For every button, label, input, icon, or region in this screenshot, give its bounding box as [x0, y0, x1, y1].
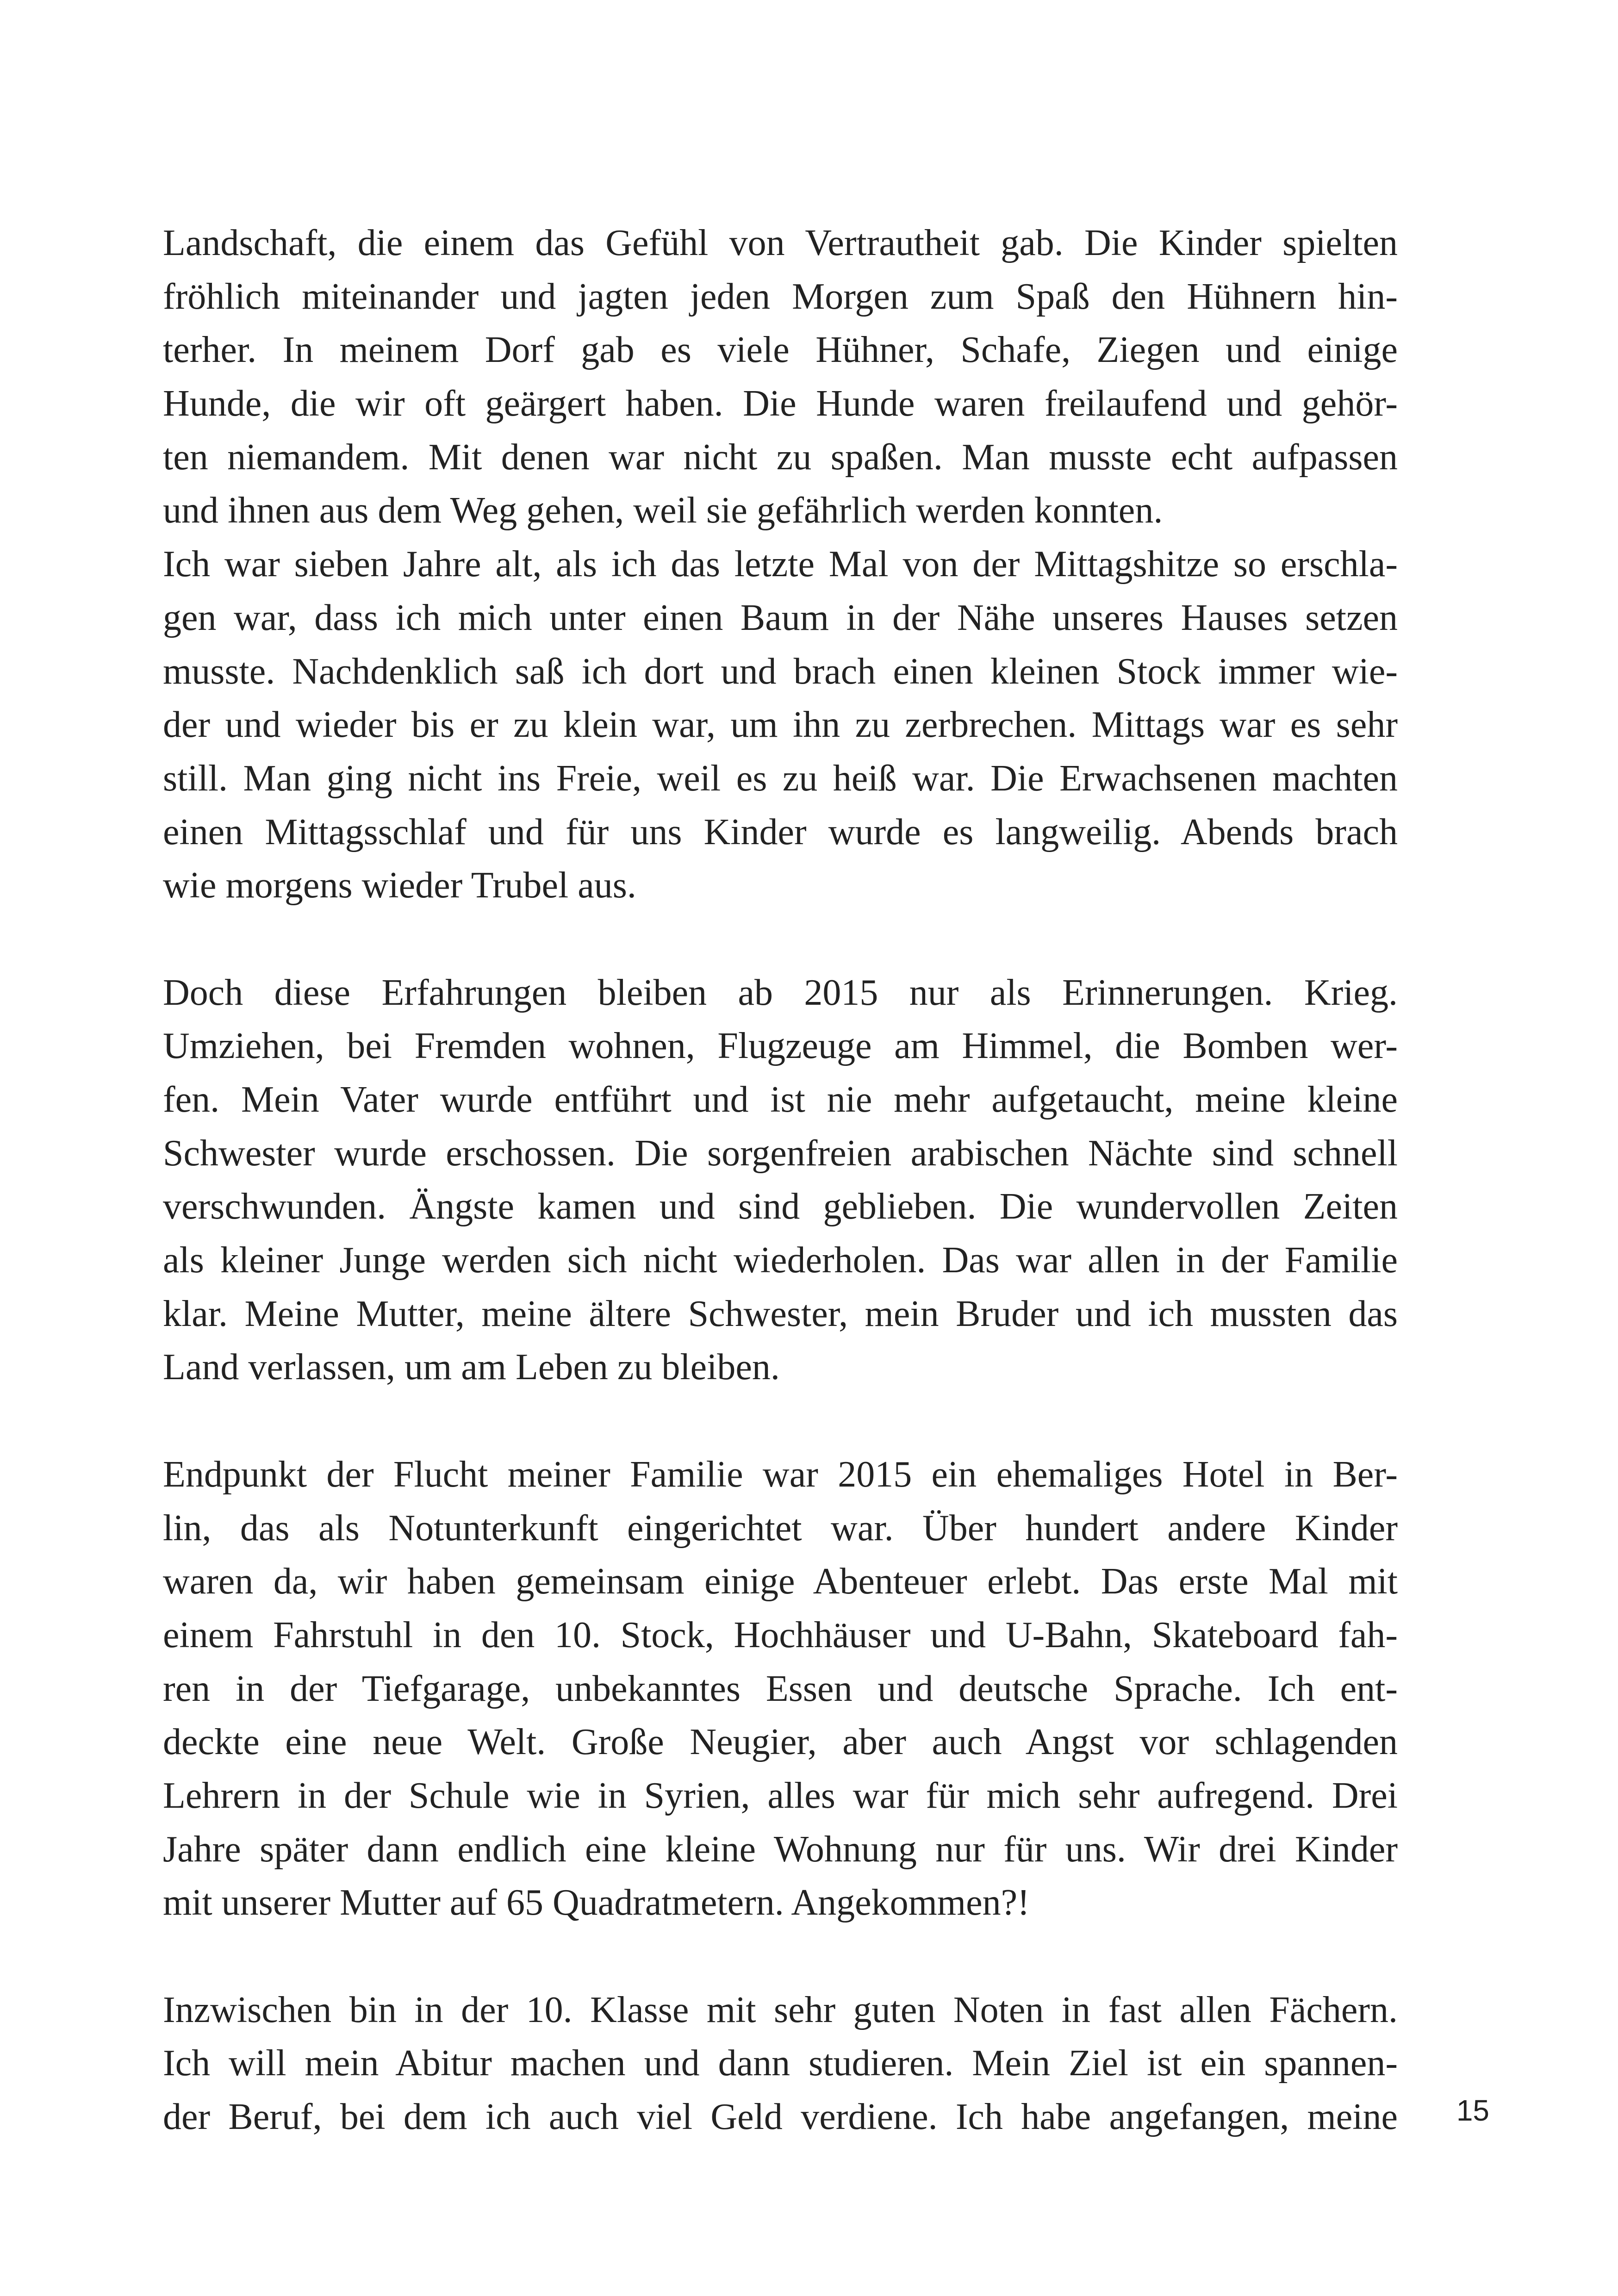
text-line: Endpunkt der Flucht meiner Familie war 2015 ein ehemaliges Hotel in Ber- — [163, 1454, 1398, 1495]
text-line: Ich war sieben Jahre alt, als ich das letzte Mal von der Mittagshitze so erschla- — [163, 544, 1398, 585]
paragraph — [163, 1448, 1398, 1930]
text-line: Doch diese Erfahrungen bleiben ab 2015 nur als Erinnerungen. Krieg. — [163, 972, 1398, 1013]
text-line: Land verlassen, um am Leben zu bleiben. — [163, 1347, 780, 1388]
text-line: Jahre später dann endlich eine kleine Wohnung nur für uns. Wir drei Kinder — [163, 1829, 1398, 1870]
text-line: deckte eine neue Welt. Große Neugier, aber auch Angst vor schlagenden — [163, 1722, 1398, 1763]
text-line: fen. Mein Vater wurde entführt und ist nie mehr aufgetaucht, meine kleine — [163, 1079, 1398, 1120]
text-line: Ich will mein Abitur machen und dann studieren. Mein Ziel ist ein spannen- — [163, 2043, 1398, 2084]
text-line: der und wieder bis er zu klein war, um ihn zu zerbrechen. Mittags war es sehr — [163, 704, 1398, 746]
text-line: musste. Nachdenklich saß ich dort und brach einen kleinen Stock immer wie- — [163, 651, 1398, 692]
paragraph — [163, 1984, 1398, 2144]
text-line: lin, das als Notunterkunft eingerichtet war. Über hundert andere Kinder — [163, 1507, 1398, 1549]
paragraph-gap — [163, 913, 1398, 966]
text-line: waren da, wir haben gemeinsam einige Abenteuer erlebt. Das erste Mal mit — [163, 1561, 1398, 1602]
text-line: klar. Meine Mutter, meine ältere Schwester, mein Bruder und ich mussten das — [163, 1293, 1398, 1334]
text-line: ren in der Tiefgarage, unbekanntes Essen und deutsche Sprache. Ich ent- — [163, 1668, 1398, 1709]
text-line: wie morgens wieder Trubel aus. — [163, 865, 636, 906]
text-line: mit unserer Mutter auf 65 Quadratmetern. Angekommen?! — [163, 1882, 1030, 1923]
text-line: terher. In meinem Dorf gab es viele Hühner, Schafe, Ziegen und einige — [163, 330, 1398, 371]
text-line: und ihnen aus dem Weg gehen, weil sie gefährlich werden konnten. — [163, 490, 1163, 531]
text-line: einen Mittagsschlaf und für uns Kinder wurde es langweilig. Abends brach — [163, 811, 1398, 852]
paragraph — [163, 217, 1398, 538]
text-line: Landschaft, die einem das Gefühl von Vertrautheit gab. Die Kinder spielten — [163, 223, 1398, 263]
paragraph-gap — [163, 1930, 1398, 1984]
paragraph — [163, 538, 1398, 913]
text-line: still. Man ging nicht ins Freie, weil es zu heiß war. Die Erwachsenen machten — [163, 758, 1398, 799]
paragraph-gap — [163, 1394, 1398, 1448]
text-line: Inzwischen bin in der 10. Klasse mit sehr guten Noten in fast allen Fächern. — [163, 1989, 1398, 2030]
text-line: Hunde, die wir oft geärgert haben. Die Hunde waren freilaufend und gehör- — [163, 383, 1398, 424]
text-line: gen war, dass ich mich unter einen Baum in der Nähe unseres Hauses setzen — [163, 597, 1398, 638]
text-line: Schwester wurde erschossen. Die sorgenfreien arabischen Nächte sind schnell — [163, 1132, 1398, 1174]
text-line: einem Fahrstuhl in den 10. Stock, Hochhäuser und U-Bahn, Skateboard fah- — [163, 1614, 1398, 1655]
text-line: verschwunden. Ängste kamen und sind geblieben. Die wundervollen Zeiten — [163, 1186, 1398, 1227]
text-line: der Beruf, bei dem ich auch viel Geld verdiene. Ich habe angefangen, meine — [163, 2097, 1398, 2138]
text-line: Lehrern in der Schule wie in Syrien, alles war für mich sehr aufregend. Drei — [163, 1775, 1398, 1816]
text-line: fröhlich miteinander und jagten jeden Morgen zum Spaß den Hühnern hin- — [163, 276, 1398, 317]
text-line: Umziehen, bei Fremden wohnen, Flugzeuge am Himmel, die Bomben wer- — [163, 1026, 1398, 1067]
text-line: ten niemandem. Mit denen war nicht zu spaßen. Man musste echt aufpassen — [163, 436, 1398, 478]
body-text — [163, 217, 1398, 2144]
paragraph — [163, 966, 1398, 1395]
text-line: als kleiner Junge werden sich nicht wiederholen. Das war allen in der Familie — [163, 1240, 1398, 1281]
page-number: 15 — [1456, 2094, 1489, 2127]
